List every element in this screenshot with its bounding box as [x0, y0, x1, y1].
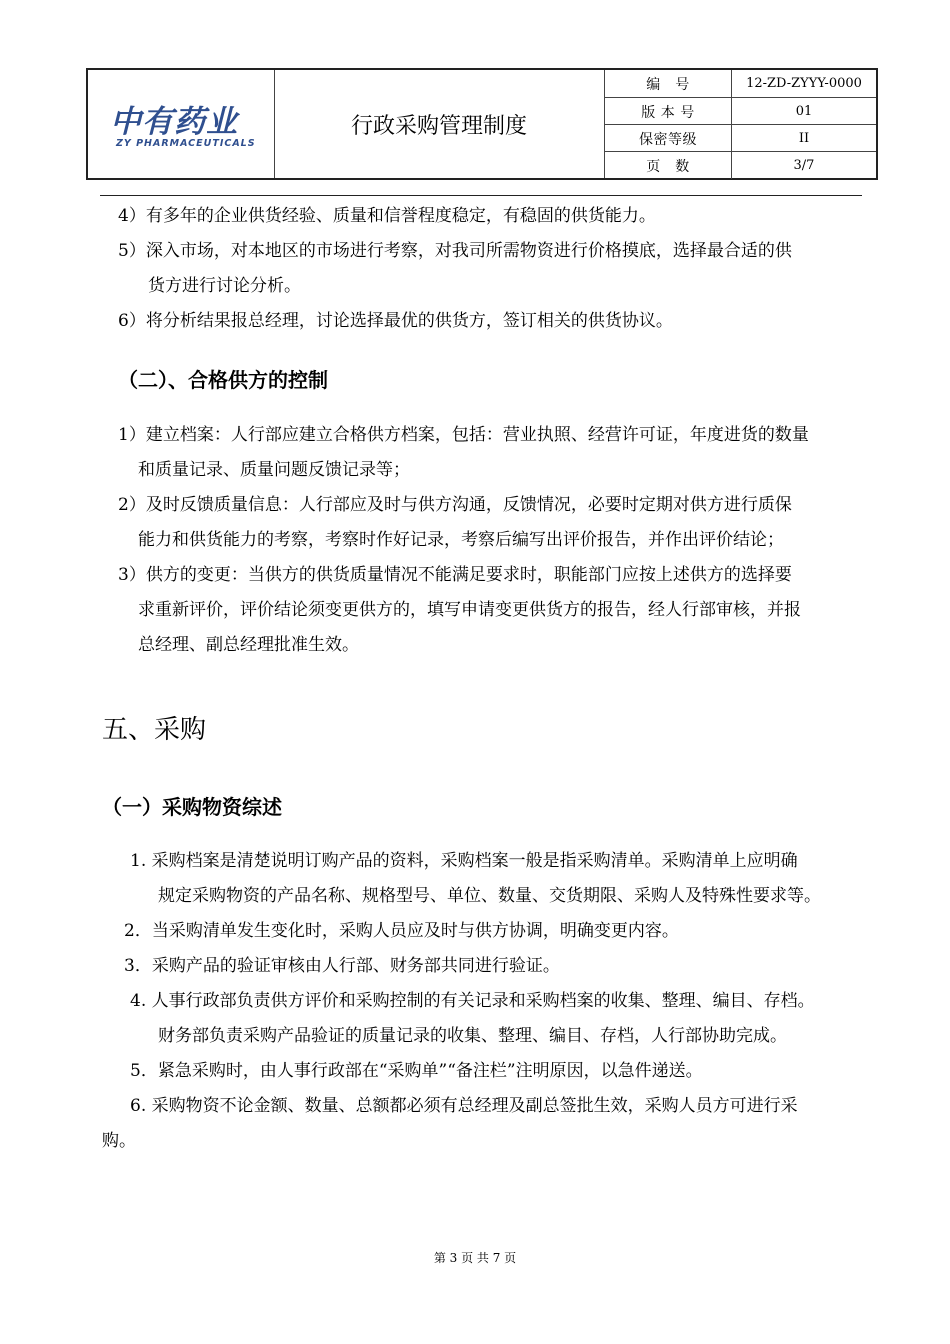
page-footer: 第 3 页 共 7 页	[433, 1251, 517, 1265]
document-title: 行政采购管理制度	[274, 70, 605, 178]
subsection-heading: （一）采购物资综述	[102, 795, 282, 819]
paragraph-line: 4）有多年的企业供货经验、质量和信誉程度稳定，有稳固的供货能力。	[118, 206, 656, 226]
paragraph-line: 财务部负责采购产品验证的质量记录的收集、整理、编目、存档，人行部协助完成。	[158, 1026, 787, 1046]
paragraph-line: 3．采购产品的验证审核由人行部、财务部共同进行验证。	[124, 956, 560, 976]
paragraph-line: 1）建立档案：人行部应建立合格供方档案，包括：营业执照、经营许可证，年度进货的数量	[118, 425, 809, 445]
paragraph-line: 求重新评价，评价结论须变更供方的，填写申请变更供货方的报告，经人行部审核，并报	[138, 600, 801, 620]
document-meta-grid	[605, 70, 876, 178]
meta-row-number	[605, 70, 876, 97]
meta-label: 保密等级	[605, 125, 732, 152]
meta-row-version	[605, 97, 876, 125]
logo-cell	[88, 70, 275, 178]
paragraph-line: 4. 人事行政部负责供方评价和采购控制的有关记录和采购档案的收集、整理、编目、存档。	[130, 991, 815, 1011]
paragraph-line: 和质量记录、质量问题反馈记录等；	[138, 460, 410, 480]
meta-row-confidentiality	[605, 124, 876, 152]
paragraph-line: 3）供方的变更：当供方的供货质量情况不能满足要求时，职能部门应按上述供方的选择要	[118, 565, 792, 585]
meta-label: 编 号	[605, 70, 732, 97]
meta-label: 页 数	[605, 152, 732, 179]
paragraph-line: 总经理、副总经理批准生效。	[138, 635, 359, 655]
section-heading: （二）、合格供方的控制	[118, 368, 328, 392]
header-divider	[100, 195, 862, 196]
paragraph-line: 6. 采购物资不论金额、数量、总额都必须有总经理及副总签批生效，采购人员方可进行采	[130, 1096, 798, 1116]
logo-chinese-text: 中有药业	[110, 104, 238, 140]
meta-value: II	[798, 131, 810, 146]
document-header-table	[86, 68, 878, 180]
chapter-heading: 五、采购	[102, 715, 207, 745]
paragraph-line: 5）深入市场，对本地区的市场进行考察，对我司所需物资进行价格摸底，选择最合适的供	[118, 241, 792, 261]
paragraph-line: 规定采购物资的产品名称、规格型号、单位、数量、交货期限、采购人及特殊性要求等。	[158, 886, 821, 906]
paragraph-line: 购。	[102, 1131, 136, 1151]
meta-value: 12-ZD-ZYYY-0000	[746, 76, 862, 91]
meta-row-pages	[605, 151, 876, 179]
meta-label: 版 本 号	[605, 98, 732, 125]
company-logo	[110, 100, 260, 140]
paragraph-line: 2）及时反馈质量信息：人行部应及时与供方沟通，反馈情况，必要时定期对供方进行质保	[118, 495, 792, 515]
paragraph-line: 1. 采购档案是清楚说明订购产品的资料，采购档案一般是指采购清单。采购清单上应明确	[130, 851, 798, 871]
paragraph-line: 6）将分析结果报总经理，讨论选择最优的供货方，签订相关的供货协议。	[118, 311, 673, 331]
paragraph-line: 5．紧急采购时，由人事行政部在“采购单”“备注栏”注明原因，以急件递送。	[130, 1061, 703, 1081]
logo-english-text: ZY PHARMACEUTICALS	[116, 138, 256, 149]
paragraph-line: 货方进行讨论分析。	[148, 276, 301, 296]
paragraph-line: 2．当采购清单发生变化时，采购人员应及时与供方协调，明确变更内容。	[124, 921, 679, 941]
meta-value: 01	[795, 104, 813, 119]
paragraph-line: 能力和供货能力的考察，考察时作好记录，考察后编写出评价报告，并作出评价结论；	[138, 530, 784, 550]
meta-value: 3/7	[793, 158, 815, 173]
